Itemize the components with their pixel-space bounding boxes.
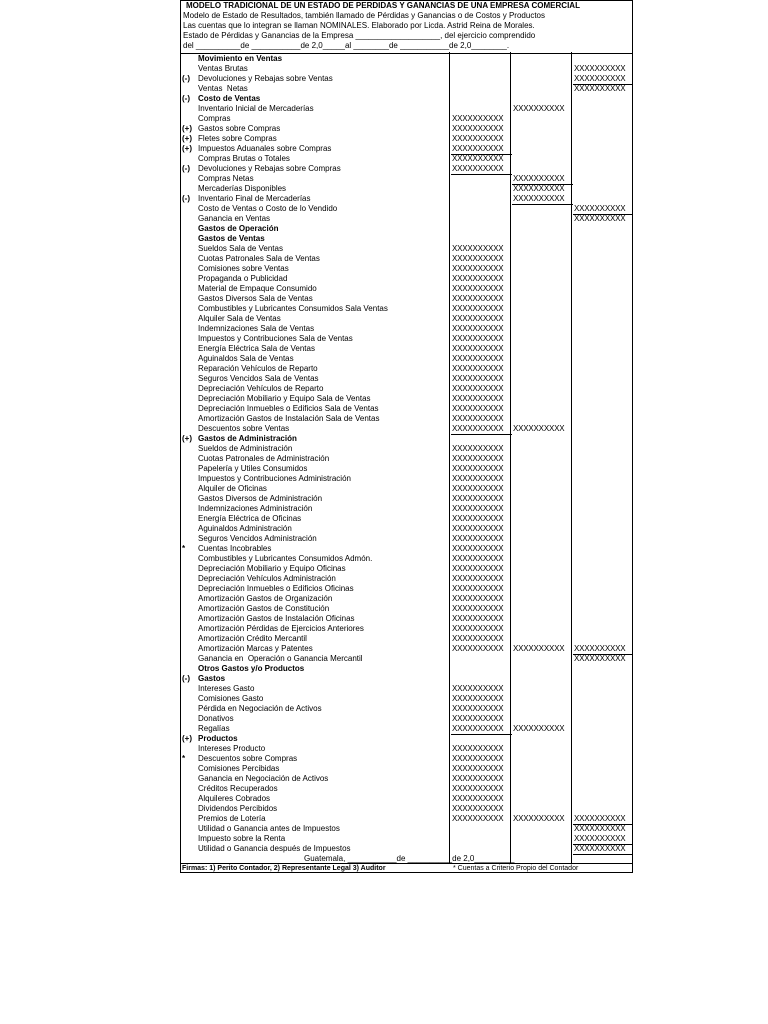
row-label: Gastos Diversos Sala de Ventas <box>198 294 313 303</box>
amount-cell: XXXXXXXXXX <box>513 424 565 433</box>
statement-row <box>181 514 632 524</box>
row-label: Ganancia en Negociación de Activos <box>198 774 329 783</box>
statement-row <box>181 364 632 374</box>
statement-row <box>181 414 632 424</box>
row-label: Amortización Marcas y Patentes <box>198 644 313 653</box>
row-label: Gastos de Operación <box>198 224 279 233</box>
row-label: Devoluciones y Rebajas sobre Compras <box>198 164 341 173</box>
amount-cell: XXXXXXXXXX <box>452 534 504 543</box>
row-label: Donativos <box>198 714 234 723</box>
amount-cell: XXXXXXXXXX <box>574 654 626 663</box>
row-label: Amortización Pérdidas de Ejercicios Anteriores <box>198 624 364 633</box>
row-label: Papelería y Utiles Consumidos <box>198 464 308 473</box>
row-label: Impuestos y Contribuciones Sala de Ventas <box>198 334 353 343</box>
statement-row <box>181 404 632 414</box>
statement-row <box>181 154 632 164</box>
amount-cell: XXXXXXXXXX <box>452 134 504 143</box>
row-label: Comisiones Percibidas <box>198 764 280 773</box>
row-label: Ventas Brutas <box>198 64 248 73</box>
statement-title: MODELO TRADICIONAL DE UN ESTADO DE PERDIDAS Y GANANCIAS DE UNA EMPRESA COMERCIAL <box>186 1 580 10</box>
row-sign: (-) <box>182 94 190 103</box>
amount-cell: XXXXXXXXXX <box>452 804 504 813</box>
header-line: Modelo de Estado de Resultados, también llamado de Pérdidas y Ganancias o de Costos y Productos <box>183 11 545 20</box>
amount-cell: XXXXXXXXXX <box>573 74 633 85</box>
amount-cell: XXXXXXXXXX <box>452 564 504 573</box>
statement-row <box>181 794 632 804</box>
amount-cell: XXXXXXXXXX <box>573 204 633 215</box>
amount-cell: XXXXXXXXXX <box>452 384 504 393</box>
row-label: Compras Brutas o Totales <box>198 154 290 163</box>
statement-row <box>181 384 632 394</box>
statement-row <box>181 724 632 734</box>
statement-row <box>181 204 632 214</box>
row-label: Depreciación Vehículos de Reparto <box>198 384 324 393</box>
statement-row <box>181 564 632 574</box>
row-label: Cuotas Patronales Sala de Ventas <box>198 254 320 263</box>
amount-cell: XXXXXXXXXX <box>452 644 504 653</box>
row-label: Energía Eléctrica de Oficinas <box>198 514 302 523</box>
row-sign: * <box>182 754 186 763</box>
row-label: Ganancia en Operación o Ganancia Mercantil <box>198 654 363 663</box>
amount-cell: XXXXXXXXXX <box>452 814 504 823</box>
statement-row <box>181 654 632 664</box>
row-label: Depreciación Mobiliario y Equipo Sala de Ventas <box>198 394 371 403</box>
statement-row <box>181 614 632 624</box>
statement-row <box>181 684 632 694</box>
statement-row <box>181 484 632 494</box>
amount-cell: XXXXXXXXXX <box>451 144 512 155</box>
statement-row <box>181 64 632 74</box>
row-label: Amortización Gastos de Constitución <box>198 604 330 613</box>
statement-row <box>181 294 632 304</box>
amount-cell: XXXXXXXXXX <box>452 474 504 483</box>
amount-cell: XXXXXXXXXX <box>452 774 504 783</box>
amount-cell: XXXXXXXXXX <box>452 524 504 533</box>
row-label: Amortización Crédito Mercantil <box>198 634 307 643</box>
statement-row <box>181 74 632 84</box>
statement-row <box>181 844 632 854</box>
amount-cell: XXXXXXXXXX <box>513 724 565 733</box>
row-label: Impuesto sobre la Renta <box>198 834 286 843</box>
statement-row <box>181 474 632 484</box>
row-label: Otros Gastos y/o Productos <box>198 664 305 673</box>
amount-cell: XXXXXXXXXX <box>513 104 565 113</box>
row-label: Reparación Vehículos de Reparto <box>198 364 318 373</box>
row-label: Depreciación Mobiliario y Equipo Oficinas <box>198 564 346 573</box>
statement-row <box>181 574 632 584</box>
row-label: Compras Netas <box>198 174 254 183</box>
amount-cell: XXXXXXXXXX <box>452 304 504 313</box>
amount-cell: XXXXXXXXXX <box>574 824 626 833</box>
amount-cell: XXXXXXXXXX <box>452 354 504 363</box>
row-label: Premios de Lotería <box>198 814 266 823</box>
row-label: Aguinaldos Administración <box>198 524 292 533</box>
row-label: Fletes sobre Compras <box>198 134 277 143</box>
row-label: Gastos de Administración <box>198 434 297 443</box>
amount-cell: XXXXXXXXXX <box>452 744 504 753</box>
statement-row <box>181 464 632 474</box>
amount-cell: XXXXXXXXXX <box>452 714 504 723</box>
row-label: Depreciación Vehículos Administración <box>198 574 336 583</box>
amount-cell: XXXXXXXXXX <box>512 194 573 205</box>
row-label: Comisiones Gasto <box>198 694 264 703</box>
header-line: del __________de ___________de 2,0_____al ________de ___________de 2,0________. <box>183 41 510 50</box>
row-label: Ventas Netas <box>198 84 248 93</box>
row-label: Alquileres Cobrados <box>198 794 271 803</box>
row-sign: (-) <box>182 164 190 173</box>
statement-row <box>181 834 632 844</box>
footnote: * Cuentas a Criterio Propio del Contador <box>453 865 579 872</box>
statement-row <box>181 754 632 764</box>
row-label: Sueldos Sala de Ventas <box>198 244 283 253</box>
statement-row <box>181 424 632 434</box>
amount-cell: XXXXXXXXXX <box>452 344 504 353</box>
amount-cell: XXXXXXXXXX <box>513 814 565 823</box>
amount-cell: XXXXXXXXXX <box>573 644 633 655</box>
row-label: Impuestos y Contribuciones Administración <box>198 474 351 483</box>
statement-row <box>181 124 632 134</box>
amount-cell: XXXXXXXXXX <box>451 164 512 175</box>
amount-cell: XXXXXXXXXX <box>452 274 504 283</box>
statement-row <box>181 354 632 364</box>
row-label: Cuentas Incobrables <box>198 544 272 553</box>
statement-row <box>181 694 632 704</box>
row-label: Gastos <box>198 674 226 683</box>
amount-cell: XXXXXXXXXX <box>452 414 504 423</box>
statement-footer <box>181 854 632 872</box>
row-label: Intereses Gasto <box>198 684 255 693</box>
amount-cell: XXXXXXXXXX <box>452 374 504 383</box>
amount-cell: XXXXXXXXXX <box>452 324 504 333</box>
amount-cell: XXXXXXXXXX <box>452 464 504 473</box>
row-label: Compras <box>198 114 231 123</box>
amount-cell: XXXXXXXXXX <box>452 754 504 763</box>
statement-row <box>181 84 632 94</box>
statement-row <box>181 704 632 714</box>
row-label: Sueldos de Administración <box>198 444 293 453</box>
statement-row <box>181 744 632 754</box>
row-label: Devoluciones y Rebajas sobre Ventas <box>198 74 333 83</box>
amount-cell: XXXXXXXXXX <box>452 504 504 513</box>
amount-cell: XXXXXXXXXX <box>452 334 504 343</box>
row-label: Amortización Gastos de Instalación Sala de Ventas <box>198 414 380 423</box>
statement-row <box>181 174 632 184</box>
statement-row <box>181 244 632 254</box>
row-sign: (+) <box>182 434 192 443</box>
amount-cell: XXXXXXXXXX <box>512 174 573 185</box>
statement-row <box>181 764 632 774</box>
statement-row <box>181 524 632 534</box>
statement-row <box>181 634 632 644</box>
statement-row <box>181 394 632 404</box>
row-label: Cuotas Patronales de Administración <box>198 454 330 463</box>
amount-cell: XXXXXXXXXX <box>452 244 504 253</box>
row-label: Inventario Final de Mercaderías <box>198 194 311 203</box>
row-label: Mercaderías Disponibles <box>198 184 287 193</box>
row-label: Pérdida en Negociación de Activos <box>198 704 322 713</box>
row-label: Costo de Ventas <box>198 94 261 103</box>
amount-cell: XXXXXXXXXX <box>452 444 504 453</box>
row-sign: (+) <box>182 144 192 153</box>
amount-cell: XXXXXXXXXX <box>452 314 504 323</box>
statement-row <box>181 374 632 384</box>
amount-cell: XXXXXXXXXX <box>452 544 504 553</box>
statement-row <box>181 184 632 194</box>
amount-cell: XXXXXXXXXX <box>452 494 504 503</box>
statement-row <box>181 254 632 264</box>
statement-row <box>181 454 632 464</box>
row-label: Descuentos sobre Compras <box>198 754 298 763</box>
amount-cell: XXXXXXXXXX <box>452 684 504 693</box>
row-label: Energía Eléctrica Sala de Ventas <box>198 344 315 353</box>
amount-cell: XXXXXXXXXX <box>452 574 504 583</box>
amount-cell: XXXXXXXXXX <box>452 784 504 793</box>
row-sign: (+) <box>182 134 192 143</box>
amount-cell: XXXXXXXXXX <box>573 814 633 825</box>
amount-cell: XXXXXXXXXX <box>451 724 512 735</box>
row-label: Dividendos Percibidos <box>198 804 278 813</box>
amount-cell: XXXXXXXXXX <box>452 484 504 493</box>
row-label: Combustibles y Lubricantes Consumidos Admón. <box>198 554 373 563</box>
amount-cell: XXXXXXXXXX <box>574 214 626 223</box>
amount-cell: XXXXXXXXXX <box>452 794 504 803</box>
amount-cell: XXXXXXXXXX <box>573 834 633 845</box>
amount-cell: XXXXXXXXXX <box>452 694 504 703</box>
statement-row <box>181 554 632 564</box>
statement-row <box>181 594 632 604</box>
row-label: Indemnizaciones Administración <box>198 504 313 513</box>
row-label: Depreciación Inmuebles o Edificios Sala de Ventas <box>198 404 379 413</box>
statement-row <box>181 534 632 544</box>
amount-cell: XXXXXXXXXX <box>452 624 504 633</box>
row-label: Gastos sobre Compras <box>198 124 281 133</box>
statement-row <box>181 604 632 614</box>
row-label: Comisiones sobre Ventas <box>198 264 289 273</box>
statement-row <box>181 94 632 104</box>
row-sign: * <box>182 544 186 553</box>
statement-row <box>181 504 632 514</box>
row-sign: (-) <box>182 194 190 203</box>
amount-cell: XXXXXXXXXX <box>513 644 565 653</box>
amount-cell: XXXXXXXXXX <box>452 154 504 163</box>
row-label: Ganancia en Ventas <box>198 214 271 223</box>
amount-cell: XXXXXXXXXX <box>452 364 504 373</box>
row-label: Gastos Diversos de Administración <box>198 494 323 503</box>
amount-cell: XXXXXXXXXX <box>452 124 504 133</box>
amount-cell: XXXXXXXXXX <box>513 184 565 193</box>
statement-row <box>181 104 632 114</box>
statement-row <box>181 674 632 684</box>
row-sign: (-) <box>182 74 190 83</box>
statement-row <box>181 814 632 824</box>
row-label: Créditos Recuperados <box>198 784 278 793</box>
income-statement-sheet <box>180 0 633 873</box>
statement-row <box>181 324 632 334</box>
amount-cell: XXXXXXXXXX <box>452 514 504 523</box>
statement-row <box>181 664 632 674</box>
amount-cell: XXXXXXXXXX <box>452 264 504 273</box>
statement-row <box>181 214 632 224</box>
statement-row <box>181 544 632 554</box>
amount-cell: XXXXXXXXXX <box>452 454 504 463</box>
statement-row <box>181 274 632 284</box>
row-label: Regalías <box>198 724 230 733</box>
row-sign: (+) <box>182 734 192 743</box>
statement-row <box>181 304 632 314</box>
row-label: Amortización Gastos de Instalación Oficinas <box>198 614 355 623</box>
header-line: Estado de Pérdidas y Ganancias de la Empresa ___________________, del ejercicio comprendido <box>183 31 536 40</box>
header-line: Las cuentas que lo integran se llaman NOMINALES. Elaborado por Licda. Astrid Reina de Morales. <box>183 21 535 30</box>
row-label: Productos <box>198 734 238 743</box>
statement-row <box>181 194 632 204</box>
signatures-line: Firmas: 1) Perito Contador, 2) Representante Legal 3) Auditor <box>182 865 386 872</box>
row-label: Seguros Vencidos Administración <box>198 534 317 543</box>
row-label: Impuestos Aduanales sobre Compras <box>198 144 332 153</box>
row-label: Amortización Gastos de Organización <box>198 594 333 603</box>
statement-row <box>181 584 632 594</box>
row-label: Costo de Ventas o Costo de lo Vendido <box>198 204 338 213</box>
amount-cell: XXXXXXXXXX <box>452 634 504 643</box>
statement-row <box>181 284 632 294</box>
row-label: Material de Empaque Consumido <box>198 284 317 293</box>
amount-cell: XXXXXXXXXX <box>452 284 504 293</box>
amount-cell: XXXXXXXXXX <box>451 424 512 435</box>
amount-cell: XXXXXXXXXX <box>452 114 504 123</box>
amount-cell: XXXXXXXXXX <box>452 584 504 593</box>
statement-row <box>181 434 632 444</box>
statement-header <box>181 1 632 54</box>
statement-row <box>181 444 632 454</box>
row-sign: (-) <box>182 674 190 683</box>
amount-cell: XXXXXXXXXX <box>452 764 504 773</box>
row-label: Propaganda o Publicidad <box>198 274 288 283</box>
amount-cell: XXXXXXXXXX <box>574 84 626 93</box>
amount-cell: XXXXXXXXXX <box>452 614 504 623</box>
amount-cell: XXXXXXXXXX <box>452 294 504 303</box>
amount-cell: XXXXXXXXXX <box>452 604 504 613</box>
amount-cell: XXXXXXXXXX <box>573 844 633 855</box>
row-label: Utilidad o Ganancia después de Impuestos <box>198 844 351 853</box>
statement-row <box>181 234 632 244</box>
amount-cell: XXXXXXXXXX <box>452 594 504 603</box>
statement-row <box>181 774 632 784</box>
statement-row <box>181 734 632 744</box>
row-label: Seguros Vencidos Sala de Ventas <box>198 374 319 383</box>
statement-row <box>181 134 632 144</box>
row-label: Alquiler Sala de Ventas <box>198 314 281 323</box>
row-label: Aguinaldos Sala de Ventas <box>198 354 294 363</box>
statement-row <box>181 264 632 274</box>
statement-row <box>181 54 632 64</box>
amount-cell: XXXXXXXXXX <box>452 404 504 413</box>
statement-row <box>181 334 632 344</box>
statement-row <box>181 644 632 654</box>
statement-row <box>181 114 632 124</box>
row-label: Inventario Inicial de Mercaderías <box>198 104 314 113</box>
row-label: Movimiento en Ventas <box>198 54 283 63</box>
statement-row <box>181 224 632 234</box>
statement-row <box>181 144 632 154</box>
row-label: Descuentos sobre Ventas <box>198 424 290 433</box>
city-date-line: Guatemala, ___________de __________de 2,0_________ <box>304 854 515 863</box>
statement-row <box>181 784 632 794</box>
row-label: Gastos de Ventas <box>198 234 265 243</box>
statement-row <box>181 824 632 834</box>
statement-row <box>181 164 632 174</box>
amount-cell: XXXXXXXXXX <box>452 394 504 403</box>
statement-row <box>181 494 632 504</box>
row-sign: (+) <box>182 124 192 133</box>
row-label: Utilidad o Ganancia antes de Impuestos <box>198 824 340 833</box>
amount-cell: XXXXXXXXXX <box>452 254 504 263</box>
statement-row <box>181 714 632 724</box>
row-label: Depreciación Inmuebles o Edificios Oficinas <box>198 584 354 593</box>
amount-cell: XXXXXXXXXX <box>574 64 626 73</box>
statement-row <box>181 314 632 324</box>
statement-row <box>181 344 632 354</box>
row-label: Alquiler de Oficinas <box>198 484 267 493</box>
row-label: Indemnizaciones Sala de Ventas <box>198 324 315 333</box>
statement-row <box>181 804 632 814</box>
statement-row <box>181 624 632 634</box>
row-label: Combustibles y Lubricantes Consumidos Sala Ventas <box>198 304 388 313</box>
amount-cell: XXXXXXXXXX <box>452 704 504 713</box>
row-label: Intereses Producto <box>198 744 266 753</box>
amount-cell: XXXXXXXXXX <box>452 554 504 563</box>
